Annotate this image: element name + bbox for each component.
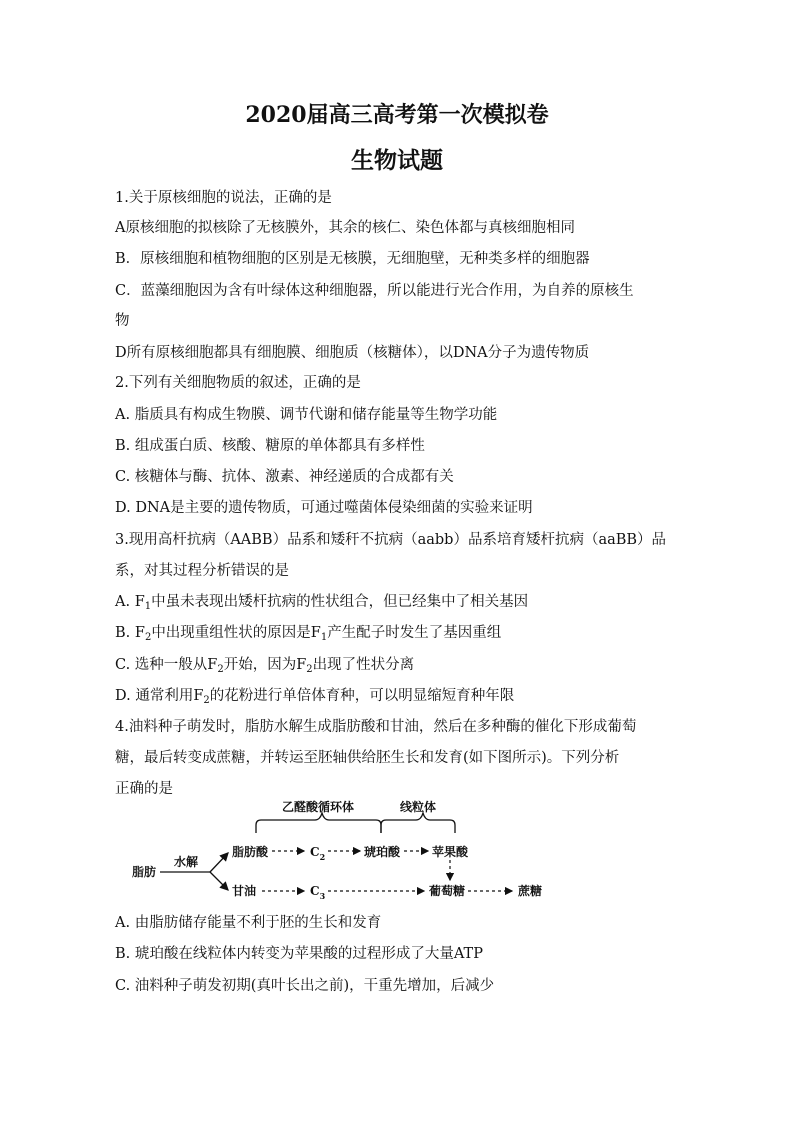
metabolism-diagram [120, 800, 560, 910]
exam-title: 2020届高三高考第一次模拟卷 [245, 102, 549, 128]
q1-stem: 1.关于原核细胞的说法，正确的是 [115, 190, 332, 206]
q2-option-b: B. 组成蛋白质、核酸、糖原的单体都具有多样性 [115, 438, 425, 454]
branch-up [210, 853, 228, 872]
glyoxysome-brace [256, 813, 381, 833]
mitochondrion-label: 线粒体 [400, 800, 437, 814]
q3-option-c: C. 选种一般从$F_2$开始，因为$F_2$出现了性状分离 [115, 657, 415, 675]
sucrose-label: 蔗糖 [518, 884, 543, 898]
mitochondrion-brace [381, 813, 455, 833]
q1-option-a: A原核细胞的拟核除了无核膜外，其余的核仁、染色体都与真核细胞相同 [115, 220, 575, 236]
c3-label: $C_3$ [310, 884, 326, 901]
q1-option-d: D所有原核细胞都具有细胞膜、细胞质（核糖体），以DNA分子为遗传物质 [115, 345, 590, 361]
q3-stem-cont: 系，对其过程分析错误的是 [115, 563, 289, 579]
hydrolysis-label: 水解 [174, 855, 199, 869]
branch-down [210, 872, 228, 890]
glycerol-label: 甘油 [232, 884, 257, 898]
exam-subtitle: 生物试题 [351, 147, 443, 174]
q4-stem-cont-1: 糖，最后转变成蔗糖，并转运至胚轴供给胚生长和发育(如下图所示)。下列分析 [115, 750, 620, 766]
q2-option-c: C. 核糖体与酶、抗体、激素、神经递质的合成都有关 [115, 469, 454, 485]
q2-option-d: D. DNA是主要的遗传物质，可通过噬菌体侵染细菌的实验来证明 [115, 500, 533, 516]
q2-option-a: A. 脂质具有构成生物膜、调节代谢和储存能量等生物学功能 [115, 407, 498, 423]
q3-stem: 3.现用高杆抗病（AABB）品系和矮秆不抗病（aabb）品系培育矮杆抗病（aaBB）品 [115, 532, 667, 548]
q1-option-b: B．原核细胞和植物细胞的区别是无核膜，无细胞壁，无种类多样的细胞器 [115, 251, 590, 267]
succinate-label: 琥珀酸 [364, 845, 401, 859]
fat-label: 脂肪 [132, 865, 157, 879]
fatty-acid-label: 脂肪酸 [232, 845, 269, 859]
q1-option-c: C．蓝藻细胞因为含有叶绿体这种细胞器，所以能进行光合作用，为自养的原核生 [115, 283, 634, 299]
c2-label: $C_2$ [310, 845, 326, 862]
q3-option-d: D. 通常利用$F_2$的花粉进行单倍体育种，可以明显缩短育种年限 [115, 688, 515, 706]
q3-option-a: A. $F_1$中虽未表现出矮杆抗病的性状组合，但已经集中了相关基因 [115, 594, 529, 612]
q4-option-a: A. 由脂肪储存能量不利于胚的生长和发育 [115, 915, 382, 931]
q4-stem: 4.油料种子萌发时，脂肪水解生成脂肪酸和甘油，然后在多种酶的催化下形成葡萄 [115, 719, 637, 735]
glucose-label: 葡萄糖 [429, 884, 466, 898]
q2-stem: 2.下列有关细胞物质的叙述，正确的是 [115, 375, 361, 391]
q3-option-b: B. $F_2$中出现重组性状的原因是$F_1$产生配子时发生了基因重组 [115, 625, 502, 643]
q4-option-c: C. 油料种子萌发初期(真叶长出之前)，干重先增加，后减少 [115, 978, 495, 994]
q1-option-c-cont: 物 [115, 313, 130, 329]
q4-option-b: B. 琥珀酸在线粒体内转变为苹果酸的过程形成了大量ATP [115, 946, 483, 962]
glyoxysome-label: 乙醛酸循环体 [282, 800, 355, 814]
q4-stem-cont-2: 正确的是 [115, 781, 173, 797]
malate-label: 苹果酸 [432, 845, 469, 859]
